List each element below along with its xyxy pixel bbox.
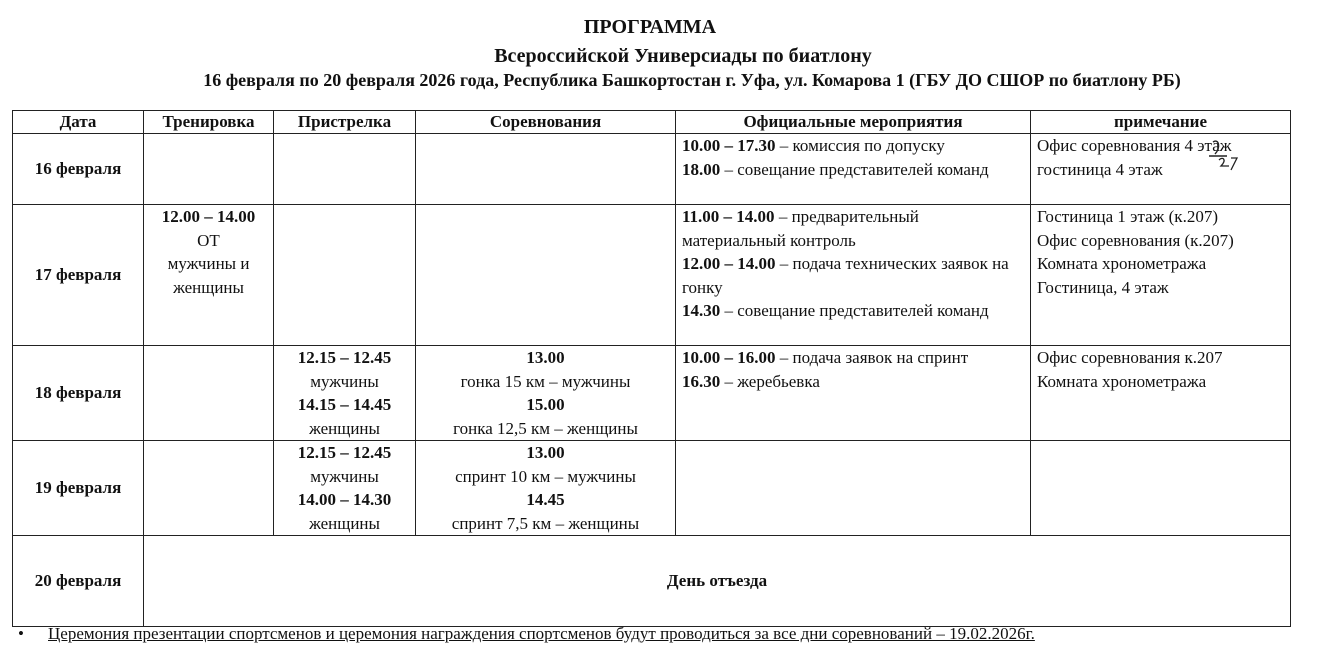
official-time: 18.00	[682, 159, 721, 179]
zeroing-cell	[274, 134, 416, 205]
notes-cell	[1031, 134, 1291, 205]
note-line: Офис соревнования 4 этаж	[1037, 136, 1232, 155]
training-cell	[144, 346, 274, 441]
training-line: мужчины и	[167, 254, 250, 273]
zeroing-time: 12.15 – 12.45	[297, 348, 392, 367]
page-subtitle: Всероссийской Универсиады по биатлону	[494, 45, 872, 67]
col-header-notes: примечание	[1031, 111, 1291, 134]
zeroing-cell	[274, 205, 416, 346]
training-cell	[144, 441, 274, 536]
page-title: ПРОГРАММА	[583, 16, 717, 38]
training-line: женщины	[173, 277, 244, 297]
table-row	[13, 536, 1291, 627]
competition-race: гонка 15 км – мужчины	[460, 371, 631, 391]
col-header-date: Дата	[13, 111, 144, 134]
zeroing-group: женщины	[309, 513, 380, 533]
competition-cell	[416, 205, 676, 346]
official-cell	[676, 205, 1031, 346]
training-line: ОТ	[197, 230, 220, 250]
official-text: – подача заявок на спринт	[775, 348, 969, 367]
official-text: – подача технических заявок на гонку	[682, 254, 1009, 297]
zeroing-cell	[274, 346, 416, 441]
zeroing-group: женщины	[309, 418, 380, 438]
competition-race: гонка 12,5 км – женщины	[453, 418, 638, 438]
col-header-zeroing: Пристрелка	[274, 111, 416, 134]
note-line: Комната хронометража	[1037, 254, 1207, 273]
competition-race: спринт 7,5 км – женщины	[451, 513, 640, 533]
note-line: Гостиница, 4 этаж	[1037, 277, 1169, 297]
official-time: 14.30	[682, 301, 721, 320]
notes-cell	[1031, 441, 1291, 536]
footnote	[18, 624, 1035, 644]
departure-day-cell: День отъезда	[144, 536, 1291, 627]
competition-race: спринт 10 км – мужчины	[455, 466, 636, 486]
zeroing-time: 14.00 – 14.30	[297, 490, 392, 509]
table-row	[13, 441, 1291, 536]
official-text: – совещание представителей команд	[720, 301, 989, 320]
table-row	[13, 134, 1291, 205]
note-line: гостиница 4 этаж	[1037, 159, 1163, 179]
dates-place-line: 16 февраля по 20 февраля 2026 года, Республика Башкортостан г. Уфа, ул. Комарова 1 (ГБУ ДО СШОР по биатлону РБ)	[203, 70, 1181, 90]
training-time: 12.00 – 14.00	[161, 207, 256, 226]
competition-time: 15.00	[526, 395, 565, 414]
date-cell: 17 февраля	[13, 205, 144, 346]
official-time: 11.00 – 14.00	[682, 207, 775, 226]
zeroing-group: мужчины	[310, 466, 379, 486]
official-text: – совещание представителей команд	[720, 159, 989, 179]
official-text: – комиссия по допуску	[775, 136, 945, 155]
col-header-competition: Соревнования	[416, 111, 676, 134]
col-header-official: Официальные мероприятия	[676, 111, 1031, 134]
competition-time: 14.45	[526, 490, 565, 509]
official-time: 16.30	[682, 371, 721, 391]
date-cell: 16 февраля	[13, 134, 144, 205]
bullet-icon: •	[18, 624, 24, 643]
official-time: 12.00 – 14.00	[682, 254, 776, 273]
official-cell	[676, 441, 1031, 536]
table-row	[13, 346, 1291, 441]
table-header-row	[13, 111, 1291, 134]
official-cell	[676, 346, 1031, 441]
footnote-text: Церемония презентации спортсменов и церемония награждения спортсменов будут проводиться за все дни соревнований – 19.02.2026г.	[48, 624, 1035, 643]
official-cell	[676, 134, 1031, 205]
competition-cell	[416, 346, 676, 441]
col-header-training: Тренировка	[144, 111, 274, 134]
note-line: Комната хронометража	[1037, 371, 1207, 391]
handwritten-correction-mark	[1205, 136, 1241, 172]
note-line: Гостиница 1 этаж (к.207)	[1037, 207, 1218, 226]
training-cell	[144, 134, 274, 205]
notes-cell	[1031, 346, 1291, 441]
date-cell: 19 февраля	[13, 441, 144, 536]
program-table	[12, 110, 1291, 627]
competition-cell	[416, 441, 676, 536]
date-cell: 20 февраля	[13, 536, 144, 627]
official-time: 10.00 – 16.00	[682, 348, 776, 367]
note-line: Офис соревнования (к.207)	[1037, 230, 1234, 250]
notes-cell	[1031, 205, 1291, 346]
competition-time: 13.00	[526, 348, 565, 367]
competition-cell	[416, 134, 676, 205]
zeroing-cell	[274, 441, 416, 536]
zeroing-time: 14.15 – 14.45	[297, 395, 392, 414]
note-line: Офис соревнования к.207	[1037, 348, 1223, 367]
official-time: 10.00 – 17.30	[682, 136, 776, 155]
official-text: – предварительный материальный контроль	[682, 207, 919, 250]
zeroing-time: 12.15 – 12.45	[297, 443, 392, 462]
training-cell	[144, 205, 274, 346]
zeroing-group: мужчины	[310, 371, 379, 391]
official-text: – жеребьевка	[720, 371, 820, 391]
table-row	[13, 205, 1291, 346]
date-cell: 18 февраля	[13, 346, 144, 441]
competition-time: 13.00	[526, 443, 565, 462]
